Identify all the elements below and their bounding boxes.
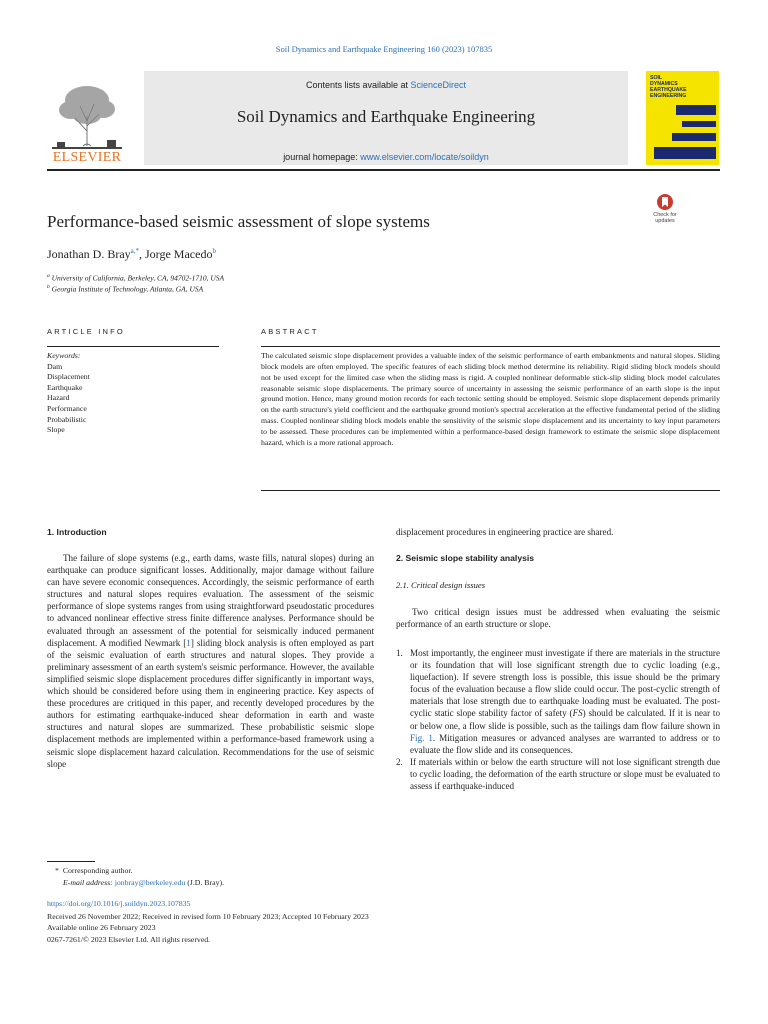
copyright-notice: 0267-7261/© 2023 Elsevier Ltd. All rights reserved. [47,935,211,944]
body-text: The failure of slope systems (e.g., earth dams, waste fills, natural slopes) during an earthquake can produce significant losses. Additionally, major damage without failure can have severe economic consequences. Accordingly, the seismic performance of earth structures and natural slopes requires evaluation. The assessment of the seismic performance of slope systems ranges from using straightforward pseudostatic procedures to advanced nonlinear effective stress finite difference analyses. Performance should be evaluated through an assessment of the potential for seismically induced permanent displacement. A modified Newmark [ [47,553,374,648]
email-link[interactable]: jonbray@berkeley.edu [114,878,186,887]
check-for-updates-badge[interactable] [646,194,684,228]
affiliation-text: University of California, Berkeley, CA, 94702-1710, USA [51,273,225,283]
check-for-updates-label [646,212,684,224]
footnote-text: Corresponding author. [62,866,133,875]
author-name: Jonathan D. Bray [47,247,131,261]
footnote-rule [47,861,95,862]
body-text: ] sliding block analysis is often employed as part of the seismic evaluation of earth structures and natural slopes. They provide a preliminary assessment of an earth system's seismic performance. However, the available simplified seismic slope displacement procedures differ significantly in important ways, which should be considered before using them in engineering practice. Key aspects of these procedures are critiqued in this paper, and recently developed procedures by the authors for estimating earthquake-induced shear deformation in earth and waste structures and natural slopes are summarized. These probabilistic seismic slope displacement methods are implemented within a performance-based framework using a seismic slope displacement hazard calculation. Recommendations for the use of seismic slope [47,637,374,769]
crossmark-icon [657,194,673,210]
affiliation-b [47,284,203,294]
homepage-link[interactable]: www.elsevier.com/locate/soildyn [360,152,489,162]
list-item [396,647,720,756]
list-number: 2. [396,756,403,767]
body-text: . Mitigation measures or advanced analyses are warranted to address or to evaluate the flow slide and its consequences. [410,732,720,755]
affiliation-text: Georgia Institute of Technology, Atlanta, GA, USA [51,284,204,294]
journal-cover-thumbnail[interactable] [646,71,719,165]
sciencedirect-link[interactable]: ScienceDirect [410,80,467,90]
figure-link[interactable]: Fig. 1 [410,732,433,743]
elsevier-wordmark: ELSEVIER [52,150,122,165]
list-number: 1. [396,648,403,658]
check-label-line: Check for [653,212,677,218]
header-rule [47,169,720,171]
author-list [47,247,216,262]
article-info-rule [47,346,219,347]
author-affiliation-link[interactable]: b [212,247,216,255]
contents-prefix: Contents lists available at [305,80,411,90]
abstract-heading: ABSTRACT [261,327,319,336]
abstract-text: The calculated seismic slope displacement provides a valuable index of the seismic performance of earth embankments and natural slopes. Sliding block models are often employed. The specific features of each sliding block method determine its reliability. Rigid sliding block models should not be used except for the limited case when the sliding mass is rigid. A coupled nonlinear deformable stick-slip sliding block model calculates reasonable seismic slope displacements. The primary source of uncertainty in assessing the seismic performance of an earth slope is the input ground motion. Hence, many ground motion records for each tectonic setting should be employed. Seismic slope displacement depends primarily on the earth structure's yield coefficient and the earthquake ground motion's spectral acceleration at the effective fundamental period of the sliding mass. Coupled nonlinear sliding block models enable the sensitivity of the seismic slope displacement and its uncertainty to key input parameters to be assessed. These procedures can be implemented within a performance-based design framework to estimate the seismic slope displacement hazard, which is a more rational approach. [261,351,720,447]
cover-title-line: SOIL [650,75,663,81]
section-heading-introduction: 1. Introduction [47,527,107,537]
article-info-heading: ARTICLE INFO [47,327,125,336]
continued-paragraph: displacement procedures in engineering practice are shared. [396,527,614,537]
keyword: Earthquake [47,382,83,392]
keyword: Probabilistic [47,414,87,424]
keyword: Slope [47,425,65,435]
homepage-line [144,152,628,162]
cover-title [650,75,690,99]
cover-title-line: ENGINEERING [650,93,687,99]
received-dates: Received 26 November 2022; Received in revised form 10 February 2023; Accepted 10 February 2023 [47,912,369,921]
list-item [396,756,720,792]
affiliation-a [47,273,224,283]
doi-link[interactable]: https://doi.org/10.1016/j.soildyn.2023.107835 [47,899,191,908]
abstract-bottom-rule [261,490,720,491]
reference-link[interactable]: 1 [186,637,191,648]
corresponding-author-note [55,866,133,877]
journal-reference-link[interactable]: Soil Dynamics and Earthquake Engineering 160 (2023) 107835 [275,44,493,54]
check-label-line: updates [655,218,675,224]
body-text: If materials within or below the earth structure will not lose significant strength due to cyclic loading, the deformation of the earth structure or slope must be evaluated to assess if earthquake-induced [410,756,720,792]
affiliation-marker: b [47,284,50,290]
cover-title-line: EARTHQUAKE [650,87,687,93]
paper-title: Performance-based seismic assessment of slope systems [47,212,430,231]
available-online-date: Available online 26 February 2023 [47,923,156,932]
author-name: Jorge Macedo [145,247,213,261]
cover-graphic-bar [654,147,716,159]
design-issues-list [396,647,720,792]
cover-graphic-bar [676,105,716,115]
email-label: E-mail address: [63,878,113,887]
journal-title: Soil Dynamics and Earthquake Engineering [236,107,536,126]
body-text-italic: FS [572,708,583,719]
subsection-heading-design-issues: 2.1. Critical design issues [396,580,486,590]
keywords-label: Keywords: [47,351,81,360]
design-issues-paragraph: Two critical design issues must be addressed when evaluating the seismic performance of an earth structure or slope. [396,607,720,630]
abstract-rule [261,346,720,347]
email-suffix: (J.D. Bray). [187,878,225,887]
homepage-prefix: journal homepage: [283,152,361,162]
cover-graphic-bar [672,133,716,141]
affiliation-marker: a [47,273,50,279]
section-heading-stability: 2. Seismic slope stability analysis [396,553,535,563]
keyword: Performance [47,403,87,413]
contents-line [144,80,628,90]
email-note [63,878,224,889]
keyword: Dam [47,361,63,371]
cover-title-line: DYNAMICS [650,81,678,87]
keyword: Displacement [47,372,90,382]
keyword: Hazard [47,393,70,403]
author-separator: , [139,247,146,261]
keywords-list [47,351,247,436]
author-affiliation-link[interactable]: a,* [130,247,140,255]
footnote-marker: * [55,866,59,875]
introduction-paragraph [47,552,374,770]
body-text: Most importantly, the engineer must investigate if there are materials in the structure or its foundation that will lose significant strength due to cyclic loading (e.g., liquefaction). If severe strength loss is possible, this issue should be the primary focus of the evaluation because a flow slide could occur. The post-cyclic strength of materials that lose strength due to earthquake loading must be evaluated. The post-cyclic static slope stability factor of safety ( [410,648,720,719]
cover-graphic-bar [682,121,716,127]
body-text: ) should be calculated. If it is near to or below one, a flow slide is possible, such as the tailings dam flow failure shown in [410,708,720,731]
